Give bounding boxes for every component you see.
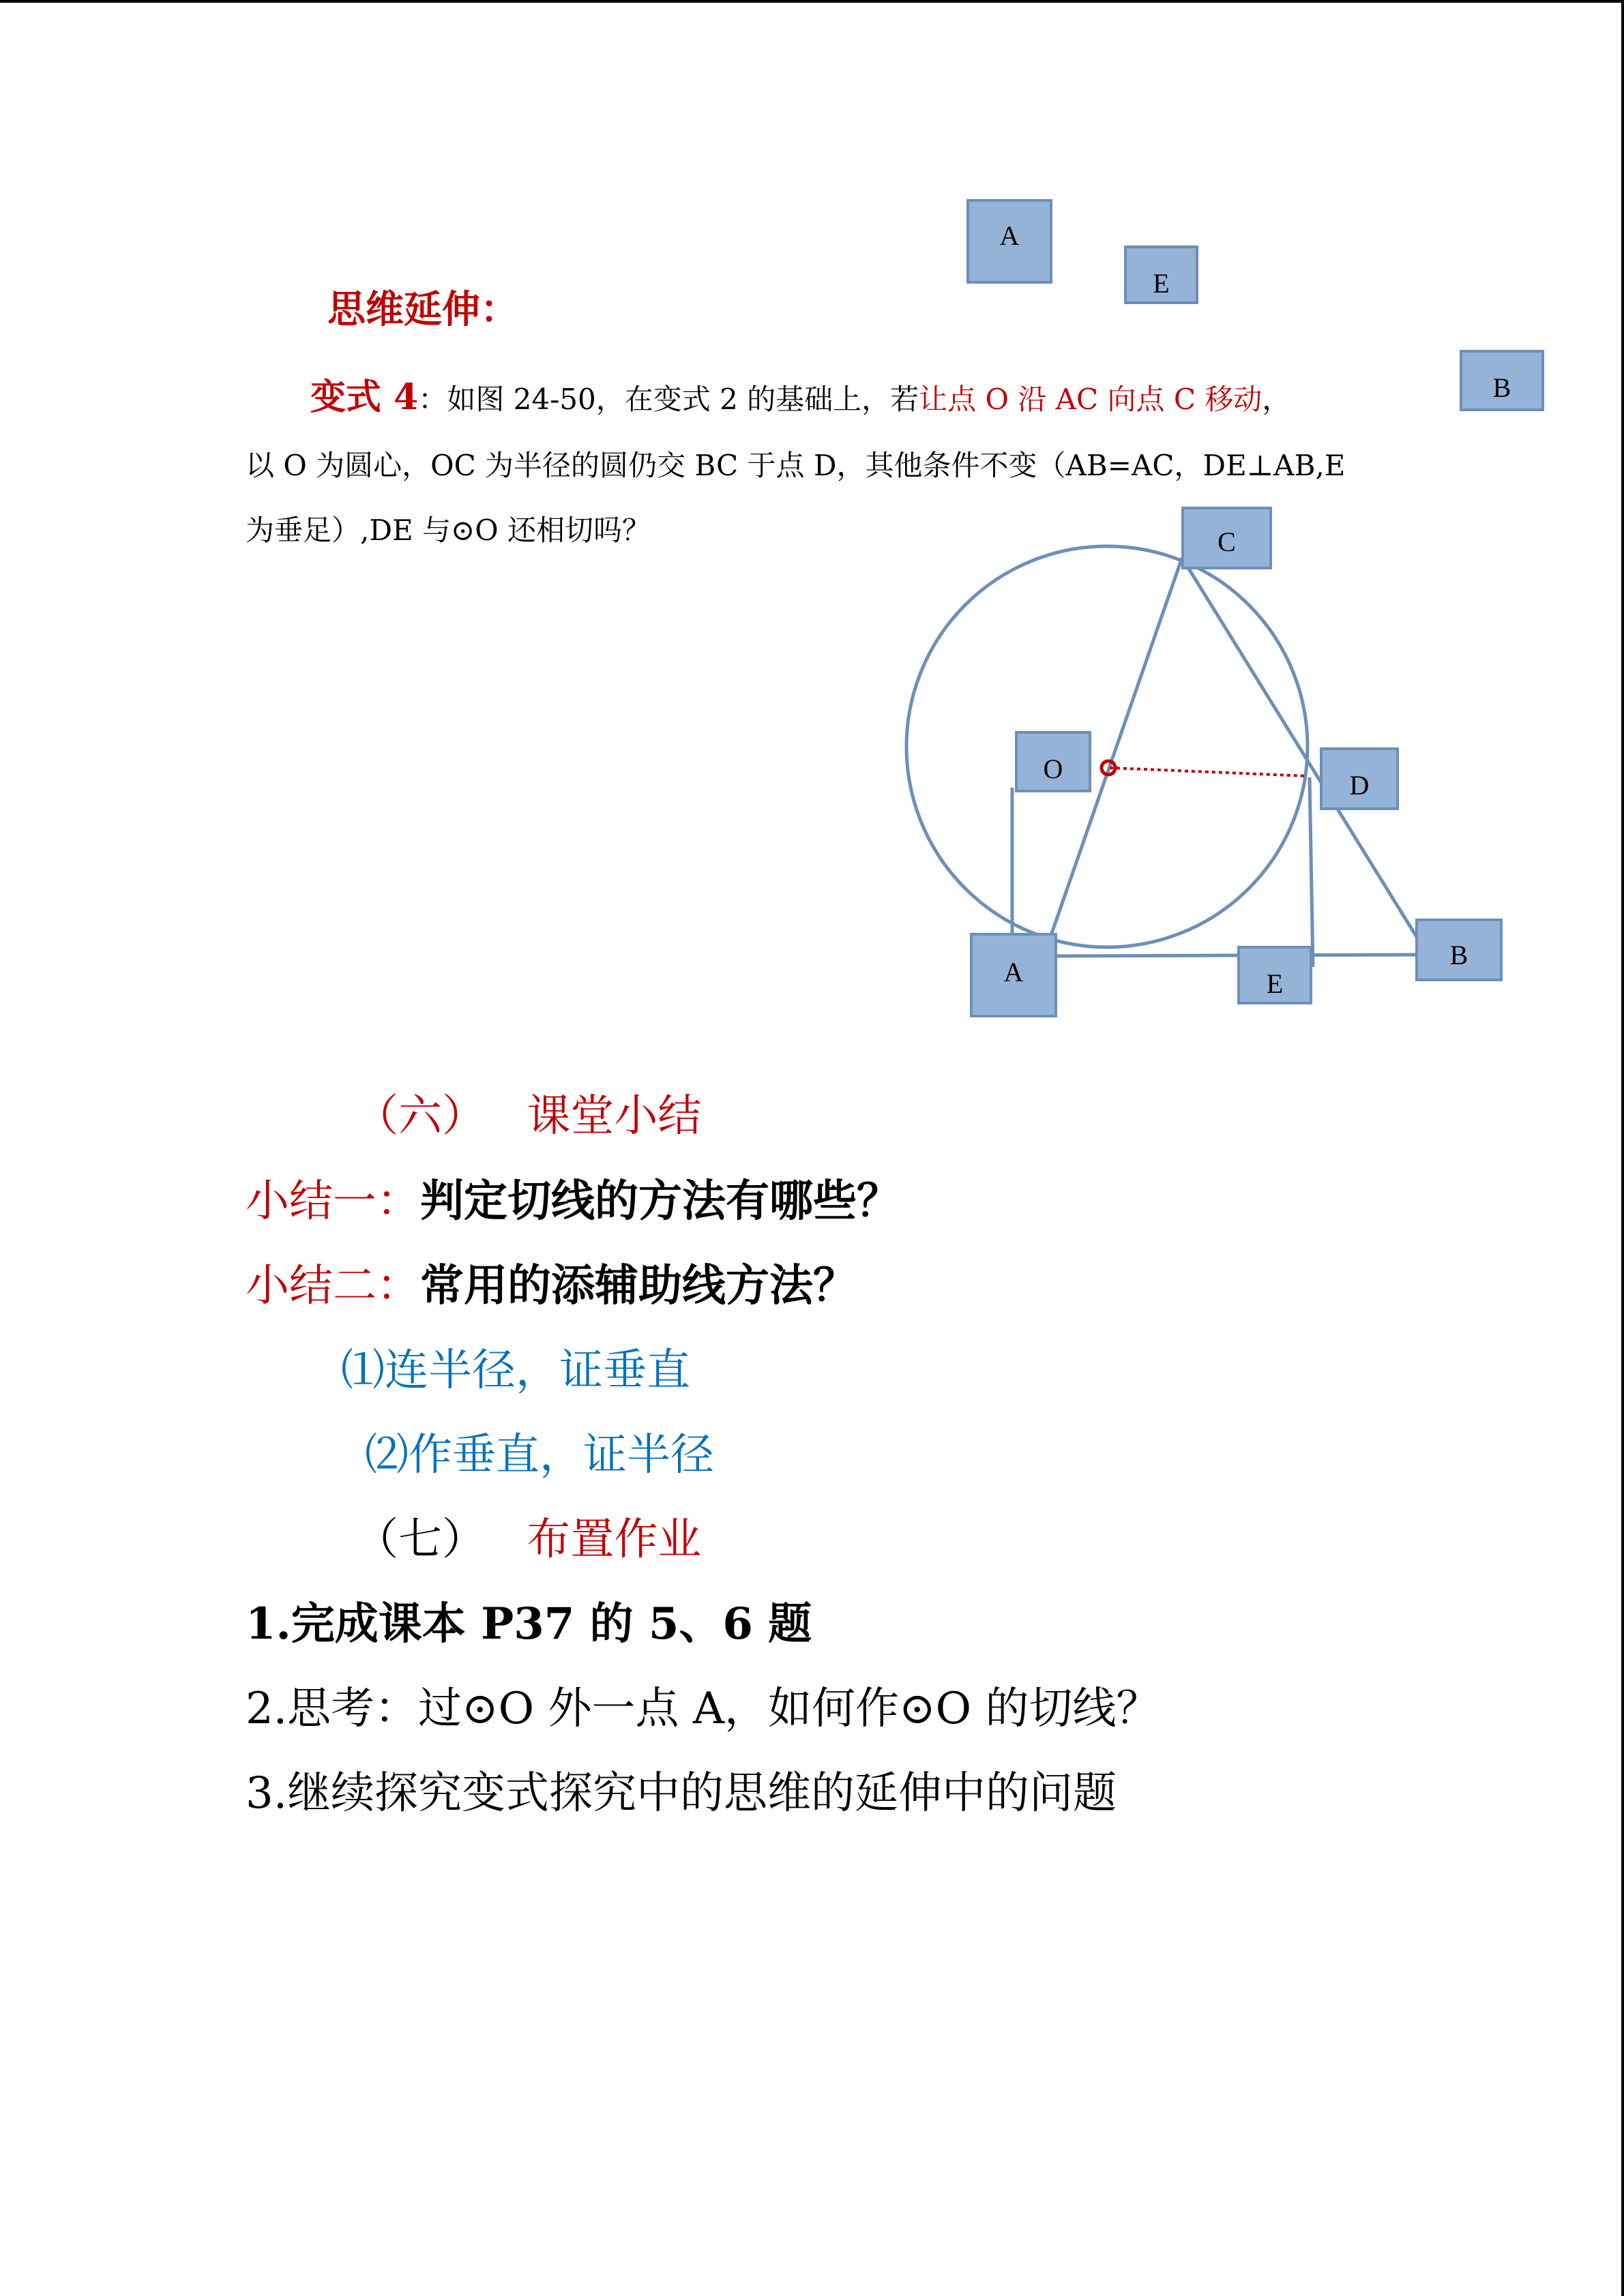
label-text: A [999,220,1020,251]
label-box-b [1415,919,1503,981]
label-text: E [1153,268,1170,299]
summary-2-text: 常用的添辅助线方法？ [420,1260,857,1311]
label-text: D [1349,770,1370,801]
label-box-o [1015,731,1091,792]
variant-line-3: 为垂足）,DE 与⊙O 还相切吗？ [246,513,651,547]
section-7-number: （七） [355,1515,486,1565]
method-2: ⑵作垂直，证半径 [365,1430,714,1480]
segment-ab [1050,955,1422,956]
label-text: B [1449,940,1468,970]
variant-text-red: 让点 O 沿 AC 向点 C 移动 [919,383,1263,416]
homework-item-3: 3.继续探究变式探究中的思维的延伸中的问题 [246,1768,1117,1819]
summary-1-text: 判定切线的方法有哪些？ [420,1176,900,1227]
segment-de [1310,777,1313,967]
label-text: E [1266,968,1284,999]
label-box-d [1320,747,1399,810]
variant-line-2: 以 O 为圆心，OC 为半径的圆仍交 BC 于点 D，其他条件不变（AB=AC，DE⊥AB,E [246,449,1346,482]
label-text: B [1492,372,1511,403]
summary-1-label: 小结一： [246,1176,420,1227]
label-text: O [1043,754,1063,784]
variant-text-b: ， [1262,383,1291,416]
segment-od-dotted [1110,768,1306,776]
variant-label: 变式 4 [310,376,419,418]
label-text: C [1217,526,1236,557]
label-box-e [1237,946,1312,1004]
summary-1 [246,1166,900,1229]
summary-2-label: 小结二： [246,1261,420,1311]
circle-o [906,546,1308,947]
section-6-heading [355,1081,701,1144]
section-6-number: （六） [355,1091,486,1142]
summary-2 [246,1251,857,1313]
section-7-heading [355,1504,701,1567]
method-1: ⑴连半径，证垂直 [341,1345,690,1396]
homework-item-1: 1.完成课本 P37 的 5、6 题 [246,1598,812,1650]
homework-item-2: 2.思考：过⊙O 外一点 A，如何作⊙O 的切线？ [246,1684,1160,1734]
label-box-a [970,933,1057,1017]
section-7-title: 布置作业 [527,1515,702,1565]
heading-thinking-extension: 思维延伸： [327,287,518,332]
variant-text-a: 如图 24-50，在变式 2 的基础上，若 [447,383,919,416]
variant-sep: ： [418,383,447,416]
label-box-c [1181,507,1272,569]
label-text: A [1003,957,1024,987]
section-6-title: 课堂小结 [527,1091,702,1142]
